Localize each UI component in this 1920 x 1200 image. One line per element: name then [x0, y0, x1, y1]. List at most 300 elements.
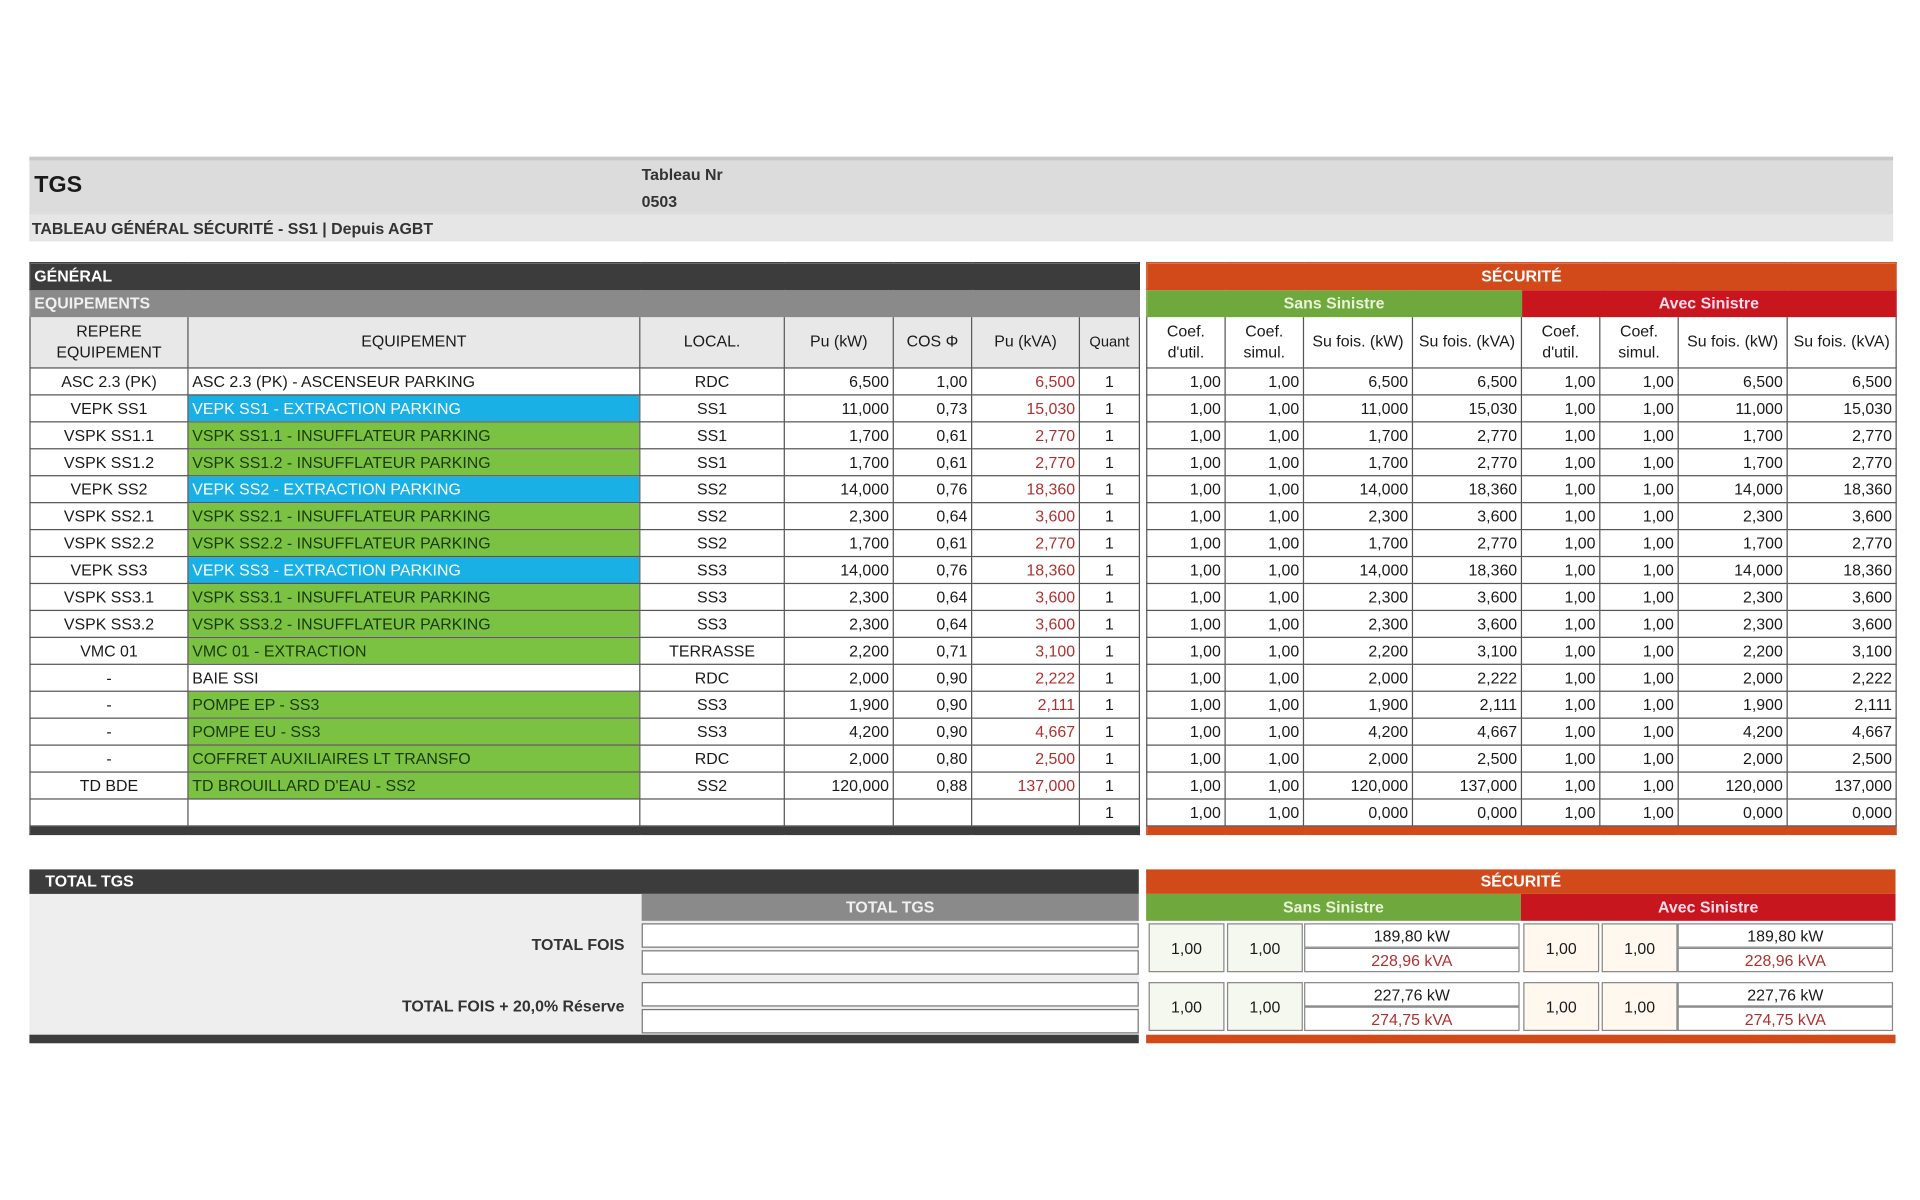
avec-coef-util-cell[interactable]: 1,00 [1521, 799, 1599, 826]
sans-coef-util-cell[interactable]: 1,00 [1147, 395, 1225, 422]
sans-su-kva-cell[interactable]: 3,100 [1412, 637, 1521, 664]
pu-kva-cell[interactable]: 2,770 [972, 449, 1080, 476]
pu-kw-cell[interactable]: 6,500 [784, 368, 893, 395]
fois-avec-coef-simul[interactable]: 1,00 [1602, 923, 1678, 972]
repere-cell[interactable]: VEPK SS1 [30, 395, 188, 422]
avec-coef-util-cell[interactable]: 1,00 [1521, 395, 1599, 422]
table-row [30, 395, 1139, 422]
avec-su-kw-cell[interactable]: 0,000 [1678, 799, 1787, 826]
avec-su-kva-cell[interactable]: 2,500 [1787, 745, 1896, 772]
sans-su-kw-cell[interactable]: 6,500 [1303, 368, 1412, 395]
repere-cell[interactable]: VSPK SS2.1 [30, 503, 188, 530]
quant-cell[interactable]: 1 [1079, 772, 1139, 799]
quant-cell[interactable]: 1 [1079, 691, 1139, 718]
sans-su-kva-cell[interactable]: 18,360 [1412, 557, 1521, 584]
sans-coef-util-cell[interactable]: 1,00 [1147, 557, 1225, 584]
table-row [1147, 718, 1897, 745]
avec-coef-util-cell[interactable]: 1,00 [1521, 772, 1599, 799]
avec-coef-util-cell[interactable]: 1,00 [1521, 745, 1599, 772]
reserve-avec-coef-util[interactable]: 1,00 [1523, 982, 1599, 1031]
avec-su-kva-cell[interactable]: 2,111 [1787, 691, 1896, 718]
table-row [1147, 530, 1897, 557]
quant-cell[interactable]: 1 [1079, 610, 1139, 637]
avec-su-kva-cell[interactable]: 2,770 [1787, 530, 1896, 557]
avec-su-kw-cell[interactable]: 2,300 [1678, 583, 1787, 610]
avec-coef-simul-cell[interactable]: 1,00 [1600, 368, 1678, 395]
sans-coef-util-cell[interactable]: 1,00 [1147, 422, 1225, 449]
pu-kva-cell[interactable]: 3,600 [972, 610, 1080, 637]
avec-su-kva-cell[interactable]: 18,360 [1787, 476, 1896, 503]
sans-su-kw-cell[interactable]: 2,000 [1303, 664, 1412, 691]
avec-su-kw-cell[interactable]: 2,300 [1678, 610, 1787, 637]
avec-su-kva-cell[interactable]: 3,600 [1787, 503, 1896, 530]
cos-phi-cell[interactable]: 0,64 [893, 610, 971, 637]
pu-kw-cell[interactable]: 11,000 [784, 395, 893, 422]
sans-coef-util-cell[interactable]: 1,00 [1147, 610, 1225, 637]
col-avec-su-kw[interactable]: Su fois. (kW) [1678, 317, 1787, 368]
avec-coef-util-cell[interactable]: 1,00 [1521, 530, 1599, 557]
cos-phi-cell[interactable]: 0,61 [893, 422, 971, 449]
pu-kva-cell[interactable]: 3,600 [972, 583, 1080, 610]
avec-su-kw-cell[interactable]: 14,000 [1678, 476, 1787, 503]
local-cell[interactable]: SS2 [640, 476, 784, 503]
pu-kw-cell[interactable]: 2,000 [784, 745, 893, 772]
avec-su-kva-cell[interactable]: 2,770 [1787, 449, 1896, 476]
quant-cell[interactable]: 1 [1079, 530, 1139, 557]
avec-su-kw-cell[interactable]: 2,200 [1678, 637, 1787, 664]
quant-cell[interactable]: 1 [1079, 583, 1139, 610]
repere-cell[interactable]: - [30, 745, 188, 772]
avec-coef-util-cell[interactable]: 1,00 [1521, 583, 1599, 610]
sans-coef-simul-cell[interactable]: 1,00 [1225, 772, 1303, 799]
total-reserve-cell-1[interactable] [642, 982, 1139, 1006]
table-row [1147, 395, 1897, 422]
avec-su-kw-cell[interactable]: 120,000 [1678, 772, 1787, 799]
equipement-cell[interactable]: VEPK SS3 - EXTRACTION PARKING [188, 557, 640, 584]
equipement-cell[interactable]: VSPK SS1.1 - INSUFFLATEUR PARKING [188, 422, 640, 449]
securite-footer-bar [1147, 826, 1897, 835]
sans-su-kw-cell[interactable]: 0,000 [1303, 799, 1412, 826]
equipement-cell[interactable]: POMPE EP - SS3 [188, 691, 640, 718]
reserve-sans-coef-util[interactable]: 1,00 [1149, 982, 1225, 1031]
quant-cell[interactable]: 1 [1079, 476, 1139, 503]
quant-cell[interactable]: 1 [1079, 557, 1139, 584]
avec-su-kw-cell[interactable]: 1,700 [1678, 449, 1787, 476]
sans-su-kva-cell[interactable]: 4,667 [1412, 718, 1521, 745]
document-header [29, 157, 1893, 241]
equipement-cell[interactable]: COFFRET AUXILIAIRES LT TRANSFO [188, 745, 640, 772]
cos-phi-cell[interactable]: 0,88 [893, 772, 971, 799]
repere-cell[interactable]: VSPK SS3.1 [30, 583, 188, 610]
avec-su-kva-cell[interactable]: 0,000 [1787, 799, 1896, 826]
equipement-cell[interactable]: ASC 2.3 (PK) - ASCENSEUR PARKING [188, 368, 640, 395]
tableau-number: 0503 [641, 192, 678, 211]
sans-coef-util-cell[interactable]: 1,00 [1147, 637, 1225, 664]
sans-su-kw-cell[interactable]: 1,700 [1303, 422, 1412, 449]
sans-coef-util-cell[interactable]: 1,00 [1147, 772, 1225, 799]
sans-su-kw-cell[interactable]: 1,700 [1303, 449, 1412, 476]
equipement-cell[interactable]: VSPK SS2.2 - INSUFFLATEUR PARKING [188, 530, 640, 557]
sans-su-kva-cell[interactable]: 3,600 [1412, 610, 1521, 637]
sans-coef-simul-cell[interactable]: 1,00 [1225, 664, 1303, 691]
avec-coef-util-cell[interactable]: 1,00 [1521, 449, 1599, 476]
equipement-cell[interactable] [188, 799, 640, 826]
sans-su-kva-cell[interactable]: 6,500 [1412, 368, 1521, 395]
sans-su-kva-cell[interactable]: 18,360 [1412, 476, 1521, 503]
repere-cell[interactable]: VEPK SS2 [30, 476, 188, 503]
sans-coef-util-cell[interactable]: 1,00 [1147, 476, 1225, 503]
pu-kva-cell[interactable]: 6,500 [972, 368, 1080, 395]
col-sans-coef-simul[interactable]: Coef. simul. [1225, 317, 1303, 368]
pu-kw-cell[interactable]: 4,200 [784, 718, 893, 745]
local-cell[interactable]: RDC [640, 368, 784, 395]
equipement-cell[interactable]: BAIE SSI [188, 664, 640, 691]
sans-coef-simul-cell[interactable]: 1,00 [1225, 745, 1303, 772]
sans-su-kva-cell[interactable]: 2,770 [1412, 422, 1521, 449]
local-cell[interactable] [640, 799, 784, 826]
cos-phi-cell[interactable]: 0,64 [893, 583, 971, 610]
pu-kva-cell[interactable]: 3,100 [972, 637, 1080, 664]
avec-su-kva-cell[interactable]: 18,360 [1787, 557, 1896, 584]
fois-sans-coef-simul[interactable]: 1,00 [1227, 923, 1303, 972]
sans-su-kva-cell[interactable]: 2,500 [1412, 745, 1521, 772]
quant-cell[interactable]: 1 [1079, 799, 1139, 826]
sans-coef-util-cell[interactable]: 1,00 [1147, 745, 1225, 772]
sans-coef-simul-cell[interactable]: 1,00 [1225, 637, 1303, 664]
equipement-cell[interactable]: VSPK SS1.2 - INSUFFLATEUR PARKING [188, 449, 640, 476]
pu-kw-cell[interactable]: 1,700 [784, 449, 893, 476]
sans-su-kw-cell[interactable]: 120,000 [1303, 772, 1412, 799]
repere-cell[interactable]: ASC 2.3 (PK) [30, 368, 188, 395]
avec-coef-util-cell[interactable]: 1,00 [1521, 368, 1599, 395]
quant-cell[interactable]: 1 [1079, 637, 1139, 664]
repere-cell[interactable]: VSPK SS2.2 [30, 530, 188, 557]
local-cell[interactable]: SS1 [640, 395, 784, 422]
repere-cell[interactable]: VSPK SS1.2 [30, 449, 188, 476]
sans-coef-util-cell[interactable]: 1,00 [1147, 449, 1225, 476]
avec-su-kva-cell[interactable]: 4,667 [1787, 718, 1896, 745]
reserve-sans-coef-simul[interactable]: 1,00 [1227, 982, 1303, 1031]
sans-coef-simul-cell[interactable]: 1,00 [1225, 422, 1303, 449]
local-cell[interactable]: RDC [640, 745, 784, 772]
total-reserve-cell-2[interactable] [642, 1009, 1139, 1033]
local-cell[interactable]: SS2 [640, 530, 784, 557]
equipement-cell[interactable]: VSPK SS3.2 - INSUFFLATEUR PARKING [188, 610, 640, 637]
fois-sans-coef-util[interactable]: 1,00 [1149, 923, 1225, 972]
sans-su-kw-cell[interactable]: 2,300 [1303, 583, 1412, 610]
pu-kva-cell[interactable]: 137,000 [972, 772, 1080, 799]
total-fois-cell-2[interactable] [642, 950, 1139, 974]
pu-kva-cell[interactable]: 2,222 [972, 664, 1080, 691]
repere-cell[interactable]: VMC 01 [30, 637, 188, 664]
quant-cell[interactable]: 1 [1079, 503, 1139, 530]
avec-su-kva-cell[interactable]: 6,500 [1787, 368, 1896, 395]
repere-cell[interactable]: VEPK SS3 [30, 557, 188, 584]
col-sans-su-kw[interactable]: Su fois. (kW) [1303, 317, 1412, 368]
avec-su-kw-cell[interactable]: 1,900 [1678, 691, 1787, 718]
avec-coef-simul-cell[interactable]: 1,00 [1600, 395, 1678, 422]
local-cell[interactable]: SS1 [640, 449, 784, 476]
cos-phi-cell[interactable] [893, 799, 971, 826]
local-cell[interactable]: TERRASSE [640, 637, 784, 664]
sans-coef-util-cell[interactable]: 1,00 [1147, 799, 1225, 826]
sans-su-kw-cell[interactable]: 14,000 [1303, 476, 1412, 503]
equipement-cell[interactable]: VEPK SS2 - EXTRACTION PARKING [188, 476, 640, 503]
col-local[interactable]: LOCAL. [640, 317, 784, 368]
sans-coef-simul-cell[interactable]: 1,00 [1225, 530, 1303, 557]
sans-coef-simul-cell[interactable]: 1,00 [1225, 503, 1303, 530]
pu-kva-cell[interactable]: 18,360 [972, 557, 1080, 584]
pu-kva-cell[interactable] [972, 799, 1080, 826]
avec-coef-simul-cell[interactable]: 1,00 [1600, 557, 1678, 584]
table-row [30, 503, 1139, 530]
avec-su-kw-cell[interactable]: 2,000 [1678, 745, 1787, 772]
sans-coef-simul-cell[interactable]: 1,00 [1225, 691, 1303, 718]
quant-cell[interactable]: 1 [1079, 395, 1139, 422]
avec-coef-simul-cell[interactable]: 1,00 [1600, 530, 1678, 557]
avec-coef-util-cell[interactable]: 1,00 [1521, 718, 1599, 745]
cos-phi-cell[interactable]: 0,90 [893, 664, 971, 691]
avec-coef-util-cell[interactable]: 1,00 [1521, 664, 1599, 691]
equipement-cell[interactable]: TD BROUILLARD D'EAU - SS2 [188, 772, 640, 799]
sans-coef-simul-cell[interactable]: 1,00 [1225, 718, 1303, 745]
sans-coef-simul-cell[interactable]: 1,00 [1225, 395, 1303, 422]
avec-coef-util-cell[interactable]: 1,00 [1521, 557, 1599, 584]
quant-cell[interactable]: 1 [1079, 422, 1139, 449]
pu-kva-cell[interactable]: 18,360 [972, 476, 1080, 503]
total-fois-cell-1[interactable] [642, 923, 1139, 947]
local-cell[interactable]: SS2 [640, 503, 784, 530]
sans-coef-util-cell[interactable]: 1,00 [1147, 583, 1225, 610]
equipement-cell[interactable]: VSPK SS2.1 - INSUFFLATEUR PARKING [188, 503, 640, 530]
table-row [30, 718, 1139, 745]
cos-phi-cell[interactable]: 0,61 [893, 449, 971, 476]
col-quant[interactable]: Quant [1079, 317, 1139, 368]
sans-su-kw-cell[interactable]: 1,700 [1303, 530, 1412, 557]
total-reserve-label: TOTAL FOIS + 20,0% Réserve [401, 996, 625, 1016]
general-title: GÉNÉRAL [30, 263, 1139, 290]
pu-kva-cell[interactable]: 2,111 [972, 691, 1080, 718]
quant-cell[interactable]: 1 [1079, 664, 1139, 691]
avec-su-kva-cell[interactable]: 2,222 [1787, 664, 1896, 691]
col-sans-su-kva[interactable]: Su fois. (kVA) [1412, 317, 1521, 368]
pu-kw-cell[interactable]: 2,200 [784, 637, 893, 664]
avec-coef-util-cell[interactable]: 1,00 [1521, 503, 1599, 530]
avec-coef-util-cell[interactable]: 1,00 [1521, 610, 1599, 637]
pu-kva-cell[interactable]: 3,600 [972, 503, 1080, 530]
repere-cell[interactable]: - [30, 664, 188, 691]
avec-su-kva-cell[interactable]: 137,000 [1787, 772, 1896, 799]
total-tgs-panel [29, 869, 1138, 1043]
local-cell[interactable]: SS3 [640, 718, 784, 745]
avec-su-kw-cell[interactable]: 11,000 [1678, 395, 1787, 422]
col-cos-phi[interactable]: COS Φ [893, 317, 971, 368]
pu-kw-cell[interactable]: 2,300 [784, 583, 893, 610]
sans-su-kva-cell[interactable]: 2,770 [1412, 449, 1521, 476]
pu-kw-cell[interactable]: 14,000 [784, 557, 893, 584]
sans-su-kw-cell[interactable]: 2,200 [1303, 637, 1412, 664]
reserve-avec-coef-simul[interactable]: 1,00 [1602, 982, 1678, 1031]
sans-coef-simul-cell[interactable]: 1,00 [1225, 557, 1303, 584]
sans-su-kw-cell[interactable]: 2,300 [1303, 610, 1412, 637]
table-row [30, 583, 1139, 610]
table-row [30, 745, 1139, 772]
sans-coef-util-cell[interactable]: 1,00 [1147, 664, 1225, 691]
local-cell[interactable]: SS3 [640, 557, 784, 584]
pu-kw-cell[interactable]: 120,000 [784, 772, 893, 799]
pu-kva-cell[interactable]: 2,500 [972, 745, 1080, 772]
avec-coef-util-cell[interactable]: 1,00 [1521, 476, 1599, 503]
sans-coef-simul-cell[interactable]: 1,00 [1225, 476, 1303, 503]
local-cell[interactable]: SS2 [640, 772, 784, 799]
sans-su-kw-cell[interactable]: 2,000 [1303, 745, 1412, 772]
avec-su-kw-cell[interactable]: 2,000 [1678, 664, 1787, 691]
cos-phi-cell[interactable]: 1,00 [893, 368, 971, 395]
sans-coef-simul-cell[interactable]: 1,00 [1225, 368, 1303, 395]
avec-coef-util-cell[interactable]: 1,00 [1521, 637, 1599, 664]
fois-avec-coef-util[interactable]: 1,00 [1523, 923, 1599, 972]
avec-su-kw-cell[interactable]: 2,300 [1678, 503, 1787, 530]
avec-su-kw-cell[interactable]: 1,700 [1678, 530, 1787, 557]
pu-kw-cell[interactable]: 2,300 [784, 610, 893, 637]
avec-su-kva-cell[interactable]: 3,600 [1787, 583, 1896, 610]
repere-cell[interactable]: - [30, 718, 188, 745]
local-cell[interactable]: SS3 [640, 610, 784, 637]
sans-coef-util-cell[interactable]: 1,00 [1147, 530, 1225, 557]
quant-cell[interactable]: 1 [1079, 449, 1139, 476]
pu-kw-cell[interactable]: 14,000 [784, 476, 893, 503]
cos-phi-cell[interactable]: 0,71 [893, 637, 971, 664]
pu-kw-cell[interactable]: 1,700 [784, 530, 893, 557]
avec-coef-simul-cell[interactable]: 1,00 [1600, 691, 1678, 718]
quant-cell[interactable]: 1 [1079, 368, 1139, 395]
equipement-cell[interactable]: VEPK SS1 - EXTRACTION PARKING [188, 395, 640, 422]
sans-coef-util-cell[interactable]: 1,00 [1147, 718, 1225, 745]
repere-cell[interactable]: VSPK SS1.1 [30, 422, 188, 449]
cos-phi-cell[interactable]: 0,73 [893, 395, 971, 422]
sans-su-kw-cell[interactable]: 11,000 [1303, 395, 1412, 422]
cos-phi-cell[interactable]: 0,76 [893, 557, 971, 584]
sans-su-kva-cell[interactable]: 137,000 [1412, 772, 1521, 799]
sans-coef-util-cell[interactable]: 1,00 [1147, 503, 1225, 530]
cos-phi-cell[interactable]: 0,90 [893, 718, 971, 745]
repere-cell[interactable]: VSPK SS3.2 [30, 610, 188, 637]
avec-su-kw-cell[interactable]: 6,500 [1678, 368, 1787, 395]
sans-su-kw-cell[interactable]: 2,300 [1303, 503, 1412, 530]
pu-kva-cell[interactable]: 4,667 [972, 718, 1080, 745]
avec-su-kva-cell[interactable]: 15,030 [1787, 395, 1896, 422]
pu-kw-cell[interactable]: 1,700 [784, 422, 893, 449]
col-repere[interactable]: REPERE EQUIPEMENT [30, 317, 188, 368]
sans-su-kva-cell[interactable]: 0,000 [1412, 799, 1521, 826]
repere-cell[interactable]: TD BDE [30, 772, 188, 799]
col-avec-coef-simul[interactable]: Coef. simul. [1600, 317, 1678, 368]
sans-su-kw-cell[interactable]: 4,200 [1303, 718, 1412, 745]
avec-coef-simul-cell[interactable]: 1,00 [1600, 718, 1678, 745]
avec-su-kw-cell[interactable]: 14,000 [1678, 557, 1787, 584]
avec-coef-util-cell[interactable]: 1,00 [1521, 691, 1599, 718]
col-sans-coef-util[interactable]: Coef. d'util. [1147, 317, 1225, 368]
sans-su-kva-cell[interactable]: 3,600 [1412, 583, 1521, 610]
local-cell[interactable]: SS3 [640, 691, 784, 718]
avec-coef-simul-cell[interactable]: 1,00 [1600, 422, 1678, 449]
table-code: TGS [34, 172, 83, 199]
local-cell[interactable]: SS1 [640, 422, 784, 449]
avec-coef-simul-cell[interactable]: 1,00 [1600, 503, 1678, 530]
quant-cell[interactable]: 1 [1079, 745, 1139, 772]
pu-kva-cell[interactable]: 2,770 [972, 422, 1080, 449]
local-cell[interactable]: RDC [640, 664, 784, 691]
col-avec-coef-util[interactable]: Coef. d'util. [1521, 317, 1599, 368]
pu-kw-cell[interactable]: 2,300 [784, 503, 893, 530]
avec-coef-simul-cell[interactable]: 1,00 [1600, 449, 1678, 476]
avec-coef-simul-cell[interactable]: 1,00 [1600, 664, 1678, 691]
pu-kva-cell[interactable]: 15,030 [972, 395, 1080, 422]
equipement-cell[interactable]: VMC 01 - EXTRACTION [188, 637, 640, 664]
cos-phi-cell[interactable]: 0,61 [893, 530, 971, 557]
col-avec-su-kva[interactable]: Su fois. (kVA) [1787, 317, 1896, 368]
sans-su-kw-cell[interactable]: 1,900 [1303, 691, 1412, 718]
sans-coef-simul-cell[interactable]: 1,00 [1225, 799, 1303, 826]
cos-phi-cell[interactable]: 0,76 [893, 476, 971, 503]
avec-su-kw-cell[interactable]: 1,700 [1678, 422, 1787, 449]
sans-su-kw-cell[interactable]: 14,000 [1303, 557, 1412, 584]
avec-su-kva-cell[interactable]: 2,770 [1787, 422, 1896, 449]
table-row [30, 530, 1139, 557]
sans-su-kva-cell[interactable]: 15,030 [1412, 395, 1521, 422]
sans-su-kva-cell[interactable]: 2,770 [1412, 530, 1521, 557]
sans-coef-simul-cell[interactable]: 1,00 [1225, 583, 1303, 610]
avec-coef-simul-cell[interactable]: 1,00 [1600, 610, 1678, 637]
equipement-cell[interactable]: POMPE EU - SS3 [188, 718, 640, 745]
avec-coef-util-cell[interactable]: 1,00 [1521, 422, 1599, 449]
avec-coef-simul-cell[interactable]: 1,00 [1600, 772, 1678, 799]
table-row [30, 476, 1139, 503]
cos-phi-cell[interactable]: 0,80 [893, 745, 971, 772]
sans-su-kva-cell[interactable]: 2,222 [1412, 664, 1521, 691]
sans-coef-simul-cell[interactable]: 1,00 [1225, 449, 1303, 476]
quant-cell[interactable]: 1 [1079, 718, 1139, 745]
sans-coef-simul-cell[interactable]: 1,00 [1225, 610, 1303, 637]
sans-su-kva-cell[interactable]: 2,111 [1412, 691, 1521, 718]
avec-coef-simul-cell[interactable]: 1,00 [1600, 799, 1678, 826]
cos-phi-cell[interactable]: 0,90 [893, 691, 971, 718]
repere-cell[interactable] [30, 799, 188, 826]
local-cell[interactable]: SS3 [640, 583, 784, 610]
avec-su-kva-cell[interactable]: 3,100 [1787, 637, 1896, 664]
avec-coef-simul-cell[interactable]: 1,00 [1600, 583, 1678, 610]
table-row [30, 610, 1139, 637]
cos-phi-cell[interactable]: 0,64 [893, 503, 971, 530]
sans-coef-util-cell[interactable]: 1,00 [1147, 691, 1225, 718]
col-pu-kw[interactable]: Pu (kW) [784, 317, 893, 368]
avec-coef-simul-cell[interactable]: 1,00 [1600, 745, 1678, 772]
pu-kva-cell[interactable]: 2,770 [972, 530, 1080, 557]
pu-kw-cell[interactable]: 2,000 [784, 664, 893, 691]
avec-coef-simul-cell[interactable]: 1,00 [1600, 476, 1678, 503]
pu-kw-cell[interactable] [784, 799, 893, 826]
pu-kw-cell[interactable]: 1,900 [784, 691, 893, 718]
col-pu-kva[interactable]: Pu (kVA) [972, 317, 1080, 368]
avec-su-kw-cell[interactable]: 4,200 [1678, 718, 1787, 745]
sans-coef-util-cell[interactable]: 1,00 [1147, 368, 1225, 395]
sans-su-kva-cell[interactable]: 3,600 [1412, 503, 1521, 530]
equipement-cell[interactable]: VSPK SS3.1 - INSUFFLATEUR PARKING [188, 583, 640, 610]
col-equipement[interactable]: EQUIPEMENT [188, 317, 640, 368]
repere-cell[interactable]: - [30, 691, 188, 718]
avec-coef-simul-cell[interactable]: 1,00 [1600, 637, 1678, 664]
avec-su-kva-cell[interactable]: 3,600 [1787, 610, 1896, 637]
